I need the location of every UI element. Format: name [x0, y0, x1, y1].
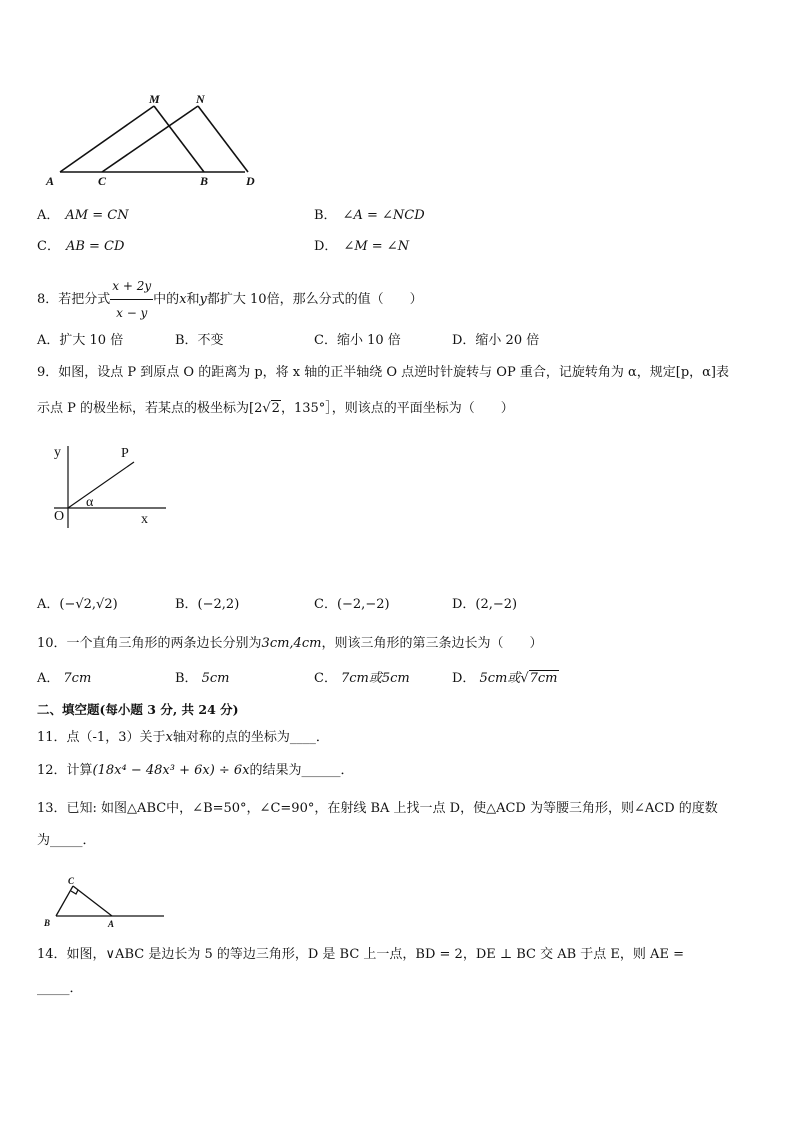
q10-option-d[interactable]: D． 5cm或√7cm [452, 671, 558, 686]
q10-option-a[interactable]: A． 7cm [37, 671, 92, 686]
q8-option-b[interactable]: B．不变 [175, 333, 224, 348]
question-10: 10．一个直角三角形的两条边长分别为3cm,4cm，则该三角形的第三条边长为（ ） [37, 636, 543, 651]
question-11: 11．点（-1，3）关于x轴对称的点的坐标为____． [37, 730, 329, 745]
q9-line-2: 示点 P 的极坐标，若某点的极坐标为[2√2，135°］，则该点的平面坐标为（ ） [37, 401, 514, 416]
q13-line-2: 为_____． [37, 833, 96, 848]
q14-line-2: _____． [37, 981, 83, 996]
label-O: O [54, 509, 65, 524]
label-y: y [54, 445, 61, 460]
q9-option-a[interactable]: A．(−√2,√2) [37, 597, 118, 612]
q8-option-c[interactable]: C．缩小 10 倍 [314, 333, 401, 348]
label-D: D [246, 174, 255, 188]
label-B: B [44, 918, 51, 928]
label-A: A [46, 174, 55, 188]
label-B: B [200, 174, 209, 188]
q7-option-d[interactable]: D． ∠M = ∠N [314, 239, 410, 254]
figure-q13-triangle [40, 874, 170, 930]
q10-option-c[interactable]: C． 7cm或5cm [314, 671, 410, 686]
q13-line-1: 13．已知: 如图△ABC中，∠B=50°，∠C=90°，在射线 BA 上找一点 D，使△ACD 为等腰三角形，则∠ACD 的度数 [37, 801, 718, 816]
section-2-title: 二、填空题(每小题 3 分, 共 24 分) [37, 702, 239, 717]
q10-option-b[interactable]: B． 5cm [175, 671, 230, 686]
q9-option-d[interactable]: D．(2,−2) [452, 597, 518, 612]
question-8: 8．若把分式 $\frac{x + 2y}{x - y}$ 中的x和y都扩大 10倍，那么分式的值（ ） [37, 274, 423, 325]
q14-line-1: 14．如图，∨ABC 是边长为 5 的等边三角形，D 是 BC 上一点，BD = 2，DE ⊥ BC 交 AB 于点 E，则 AE = [37, 947, 684, 962]
label-M: M [149, 92, 160, 106]
label-A: A [108, 919, 115, 929]
label-C: C [98, 174, 107, 188]
figure-q9-polar [44, 440, 174, 532]
label-P: P [121, 446, 129, 461]
q9-option-b[interactable]: B．(−2,2) [175, 597, 240, 612]
q7-option-c[interactable]: C． AB = CD [37, 239, 125, 254]
question-12: 12．计算(18x⁴ − 48x³ + 6x) ÷ 6x的结果为______． [37, 763, 354, 778]
label-x: x [141, 512, 148, 527]
q7-option-a[interactable]: A． AM = CN [37, 208, 129, 223]
q9-option-c[interactable]: C．(−2,−2) [314, 597, 390, 612]
q8-option-a[interactable]: A．扩大 10 倍 [37, 333, 124, 348]
label-N: N [196, 92, 205, 106]
label-C: C [68, 876, 75, 886]
figure-q7-triangles [40, 88, 270, 188]
q8-option-d[interactable]: D．缩小 20 倍 [452, 333, 540, 348]
q8-fraction: $\frac{x + 2y}{x - y}$ [110, 274, 153, 325]
q7-option-b[interactable]: B． ∠A = ∠NCD [314, 208, 425, 223]
q9-line-1: 9．如图，设点 P 到原点 O 的距离为 p，将 x 轴的正半轴绕 O 点逆时针旋转与 OP 重合，记旋转角为 α，规定[p，α]表 [37, 365, 730, 380]
label-alpha: α [86, 495, 94, 510]
